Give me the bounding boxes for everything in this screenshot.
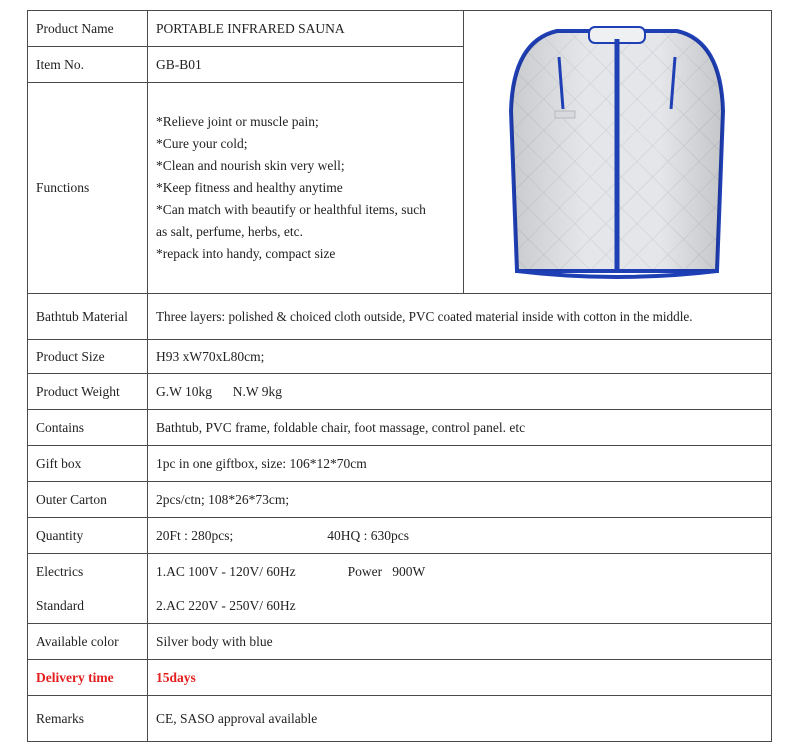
function-line: *Relieve joint or muscle pain; bbox=[156, 114, 319, 130]
row-remarks bbox=[28, 696, 772, 742]
value-delivery-time: 15days bbox=[148, 660, 772, 696]
label-electrics bbox=[28, 554, 148, 624]
label-item-no: Item No. bbox=[28, 47, 148, 83]
value-functions bbox=[148, 83, 464, 294]
spec-sheet bbox=[27, 10, 771, 736]
value-quantity bbox=[148, 518, 772, 554]
product-photo-cell bbox=[464, 11, 772, 294]
row-bathtub-material bbox=[28, 294, 772, 340]
function-line: *Keep fitness and healthy anytime bbox=[156, 180, 343, 196]
row-outer-carton bbox=[28, 482, 772, 518]
label-quantity: Quantity bbox=[28, 518, 148, 554]
label-outer-carton: Outer Carton bbox=[28, 482, 148, 518]
label-product-size: Product Size bbox=[28, 340, 148, 374]
label-functions: Functions bbox=[28, 83, 148, 294]
value-product-name: PORTABLE INFRARED SAUNA bbox=[148, 11, 464, 47]
label-electrics-text: Electrics bbox=[36, 563, 84, 579]
label-gift-box: Gift box bbox=[28, 446, 148, 482]
value-remarks: CE, SASO approval available bbox=[148, 696, 772, 742]
quantity-20ft: 20Ft : 280pcs; bbox=[156, 527, 234, 543]
portable-sauna-illustration bbox=[497, 21, 737, 283]
function-line: as salt, perfume, herbs, etc. bbox=[156, 224, 303, 240]
row-product-weight bbox=[28, 374, 772, 410]
electrics-line-1 bbox=[156, 561, 763, 583]
quantity-40hq: 40HQ : 630pcs bbox=[327, 527, 410, 543]
function-line: *repack into handy, compact size bbox=[156, 246, 336, 262]
value-electrics bbox=[148, 554, 772, 624]
row-delivery-time bbox=[28, 660, 772, 696]
value-gift-box: 1pc in one giftbox, size: 106*12*70cm bbox=[148, 446, 772, 482]
row-product-name bbox=[28, 11, 772, 47]
value-contains: Bathtub, PVC frame, foldable chair, foot massage, control panel. etc bbox=[148, 410, 772, 446]
spec-table bbox=[27, 10, 772, 742]
gross-weight: G.W 10kg bbox=[156, 383, 212, 399]
value-item-no: GB-B01 bbox=[148, 47, 464, 83]
electrics-voltage-1: 1.AC 100V - 120V/ 60Hz bbox=[156, 563, 296, 579]
label-standard-text: Standard bbox=[36, 597, 84, 613]
value-bathtub-material: Three layers: polished & choiced cloth outside, PVC coated material inside with cotton in the middle. bbox=[148, 294, 772, 340]
function-line: *Cure your cold; bbox=[156, 136, 248, 152]
power-value: 900W bbox=[392, 563, 426, 579]
row-contains bbox=[28, 410, 772, 446]
value-product-weight bbox=[148, 374, 772, 410]
label-product-name: Product Name bbox=[28, 11, 148, 47]
row-electrics bbox=[28, 554, 772, 624]
value-outer-carton: 2pcs/ctn; 108*26*73cm; bbox=[148, 482, 772, 518]
label-available-color: Available color bbox=[28, 624, 148, 660]
power-label: Power bbox=[347, 563, 383, 579]
row-quantity bbox=[28, 518, 772, 554]
label-product-weight: Product Weight bbox=[28, 374, 148, 410]
label-bathtub-material: Bathtub Material bbox=[28, 294, 148, 340]
row-gift-box bbox=[28, 446, 772, 482]
electrics-voltage-2: 2.AC 220V - 250V/ 60Hz bbox=[156, 597, 296, 613]
product-photo bbox=[464, 11, 770, 293]
label-contains: Contains bbox=[28, 410, 148, 446]
row-product-size bbox=[28, 340, 772, 374]
net-weight: N.W 9kg bbox=[232, 383, 282, 399]
label-remarks: Remarks bbox=[28, 696, 148, 742]
row-available-color bbox=[28, 624, 772, 660]
function-line: *Can match with beautify or healthful items, such bbox=[156, 202, 426, 218]
value-product-size: H93 xW70xL80cm; bbox=[148, 340, 772, 374]
label-delivery-time: Delivery time bbox=[28, 660, 148, 696]
value-available-color: Silver body with blue bbox=[148, 624, 772, 660]
function-line: *Clean and nourish skin very well; bbox=[156, 158, 345, 174]
